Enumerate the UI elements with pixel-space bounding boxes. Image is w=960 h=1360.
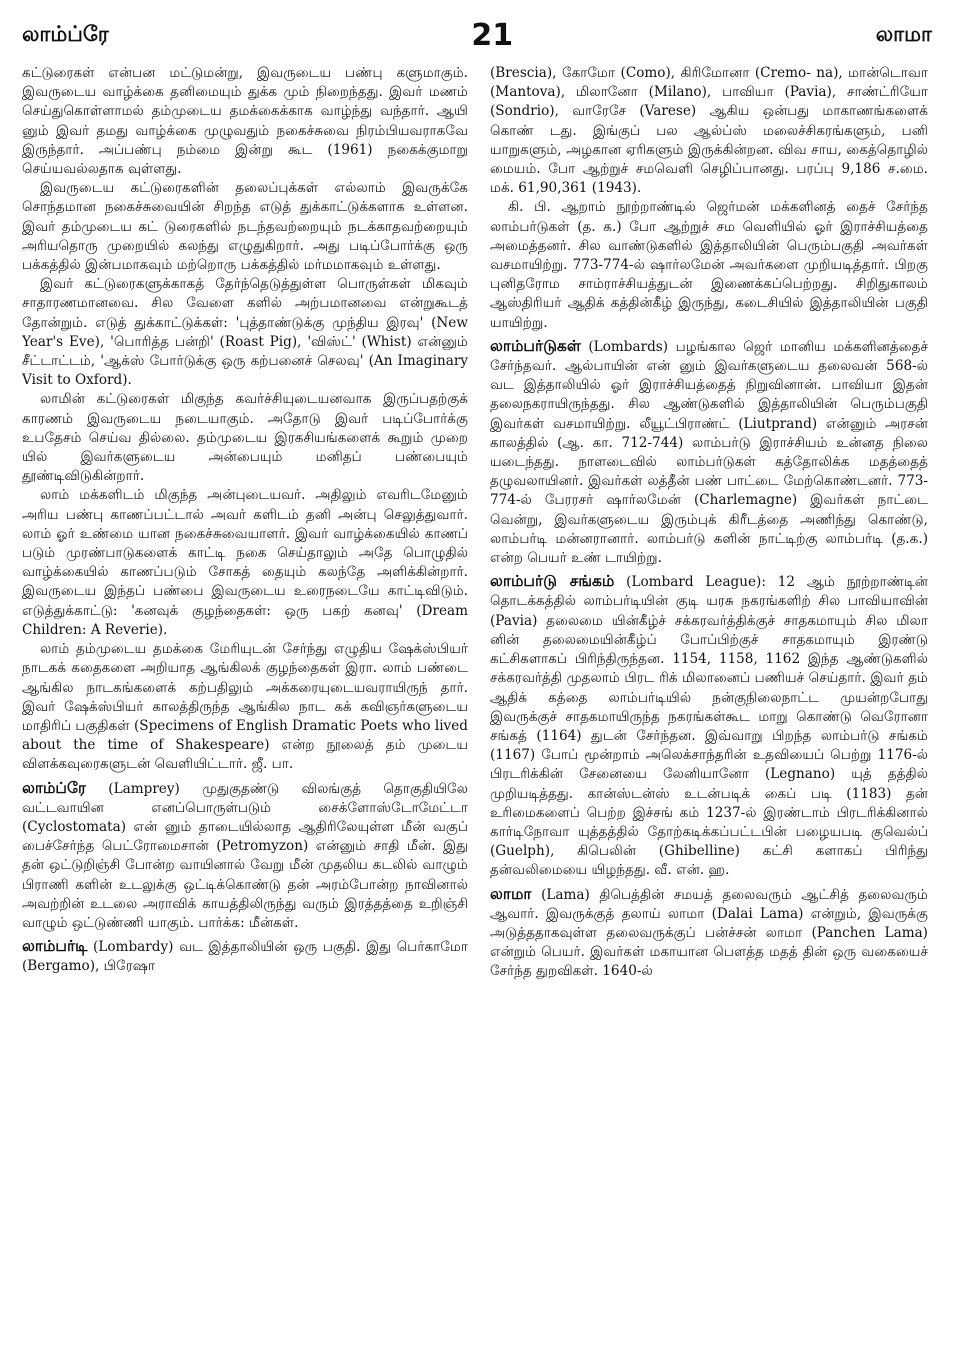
entry-headword: லாம்பர்டி: [22, 937, 88, 956]
paragraph: லாமின் கட்டுரைகள் மிகுந்த கவர்ச்சியுடையனவாக இருப்பதற்குக் காரணம் இவருடைய நடையாகும். அதோடு இவர் படிப்போர்க்கு உபதேசம் செய்வ தில்லை. தம்முடைய இரகசியங்களைக் கூறும் முறை யில் இவர்களுடைய அன்பையும் மனிதப் பண்பையும் தூண்டிவிடுகின்றார்.: [22, 391, 468, 485]
paragraph: லாம் தம்முடைய தமக்கை மேரியுடன் சேர்ந்து எழுதிய ஷேக்ஸ்பியர் நாடகக் கதைகளை அறியாத ஆங்கிலக் குழந்தைகள் இரா. லாம் பண்டை ஆங்கில நாடகங்களைக் கற்பதிலும் அக்கரையுடையவராயிருந் தார். இவர் ஷேக்ஸ்பியர் காலத்திருந்த ஆங்கில நாட கக் கவிஞர்களுடைய மாதிரிப் பகுதிகள் (Specimens of English Dramatic Poets who lived about the time of Shakespeare) என்ற நூலைத் தம் முடைய விளக்கவுரைகளுடன் வெளியிட்டார். ஜீ. பா.: [22, 641, 468, 773]
page-number: 21: [471, 17, 514, 53]
paragraph: (Brescia), கோமோ (Como), கிரிமோனா (Cremo- na), மான்டொவா (Mantova), மிலானோ (Milano), பாவியா (Pavia), சாண்ட்ரியோ (Sondrio), வாரேசே (Varese) ஆகிய ஒன்பது மாகாணங்களைக் கொண் டது. இங்குப் பல ஆல்ப்ஸ் மலைச்சிகரங்களும், பனி யாறுகளும், அழகான ஏரிகளும் இருக்கின்றன. விவ சாய, கைத்தொழில் மையம். போ ஆற்றுச் சமவெளி செழிப்பானது. பரப்பு 9,186 ச.மை. மக். 61,90,361 (1943).: [490, 65, 928, 197]
entry-body: (Lombardy) வட இத்தாலியின் ஒரு பகுதி. இது பெர்காமோ (Bergamo), பிரேஷா: [22, 939, 468, 975]
encyclopedia-entry: [490, 337, 928, 568]
entry-headword: லாம்பர்டு சங்கம்: [490, 572, 615, 591]
entry-body: (Lama) திபெத்தின் சமயத் தலைவரும் ஆட்சித் தலைவரும் ஆவார். இவருக்குத் தலாய் லாமா (Dalai Lama) என்றும், இவருக்கு அடுத்ததாகவுள்ள தலைவருக்குப் பன்ச்சன் லாமா (Panchen Lama) என்றும் பெயர். இவர்கள் மகாயான பௌத்த மதத் தின் ஒரு வகையைச் சேர்ந்த துறவிகள். 1640-ல்: [490, 886, 928, 980]
right-column: [490, 64, 928, 1354]
paragraph: கி. பி. ஆறாம் நூற்றாண்டில் ஜெர்மன் மக்களினத் தைச் சேர்ந்த லாம்பர்டுகள் (த. க.) போ ஆற்றுச் சம வெளியில் ஓர் இராச்சியத்தை அமைத்தனர். சில வாண்டுகளில் இத்தாலியின் பெரும்பகுதி அவர்கள் வசமாயிற்று. 773-774-ல் ஷார்லமேன் அவர்களை முறியடித்தார். பிறகு புனிதரோம சாம்ராச்சியத்துடன் இணைக்கப்பெற்றது. சிறிதுகாலம் ஆஸ்திரியர் ஆதிக் கத்தின்கீழ் இருந்து, கடைசியில் இத்தாலியின் பகுதி யாயிற்று.: [490, 199, 928, 331]
entry-body: (Lamprey) முதுகுதண்டு விலங்குத் தொகுதியிலே வட்டவாயின எனப்பொருள்படும் சைக்ளோஸ்டோமேட்டா (Cyclostomata) என் னும் தாடையில்லாத ஆதிரிலேயுள்ள மீன் வகுப் பைச்சேர்ந்த பெட்ரோமைசான் (Petromyzon) என்னும் சாதி மீன். இது தன் ஒட்டுறிஞ்சி போன்ற வாயினால் வேறு மீன் முதலிய கடலில் வாழும் பிராணி களின் உடலுக்கு ஒட்டிக்கொண்டு தன் அரம்போன்ற நாவினால் அவற்றின் உடலை அராவிக் காயத்திலிருந்து வரும் இரத்தத்தை உறிஞ்சி வாழும் ஒட்டுண்ணி யாகும். பார்க்க: மீன்கள்.: [22, 780, 468, 931]
paragraph: லாம் மக்களிடம் மிகுந்த அன்புடையவர். அதிலும் எவரிடமேனும் அரிய பண்பு காணப்பட்டால் அவர் களிடம் தனி அன்பு செலுத்துவார். லாம் ஓர் உண்மை யான நகைச்சுவையாளர். இவர் வாழ்க்கையில் காணப் படும் முரண்பாடுகளைக் காட்டி நகை செய்தாலும் அதே பொழுதில் வாழ்க்கையில் காணப்படும் சோகத் தையும் கலந்தே அளிக்கின்றார். இவருடைய இந்தப் பண்பை இவருடைய உரைநடையே காட்டிவிடும். எடுத்துக்காட்டு: 'கனவுக் குழந்தைகள்: ஒரு பகற் கனவு' (Dream Children: A Reverie).: [22, 487, 468, 638]
encyclopedia-entry: [490, 885, 928, 982]
entry-headword: லாம்ப்ரே: [22, 778, 86, 797]
page-header: [22, 10, 932, 60]
encyclopedia-entry: [22, 937, 468, 976]
paragraph: கட்டுரைகள் என்பன மட்டுமன்று, இவருடைய பண்பு களுமாகும். இவருடைய வாழ்க்கை தனிமையும் துக்க மும் நிறைந்தது. இவர் மணம் செய்துகொள்ளாமல் தம்முடைய தமக்கைக்காக வாழ்ந்து வந்தார். ஆயி னும் இவர் தமது வாழ்க்கை முழுவதும் நகைச்சுவை நிரம்பியவராகவே இருந்தார். அப்பண்பு நம்மை இன்று கூட (1961) நகைக்குமாறு செய்யவல்லதாக வுள்ளது.: [22, 65, 468, 178]
encyclopedia-entry: [22, 779, 468, 934]
header-left-guide-word: லாம்ப்ரே: [22, 21, 109, 46]
left-column: [22, 64, 468, 1354]
entry-headword: லாமா: [490, 884, 532, 903]
paragraph: இவர் கட்டுரைகளுக்காகத் தேர்ந்தெடுத்துள்ள பொருள்கள் மிகவும் சாதாரணமானவை. சில வேளை களில் அற்பமானவை என்றுகூடத் தோன்றும். எடுத் துக்காட்டுக்கள்: 'புத்தாண்டுக்கு முந்திய இரவு' (New Year's Eve), 'பொரித்த பன்றி' (Roast Pig), 'விஸ்ட்' (Whist) என்னும் சீட்டாட்டம், 'ஆக்ஸ் போர்டுக்கு ஒரு கற்பனைச் செலவு' (An Imaginary Visit to Oxford).: [22, 276, 468, 389]
paragraph: இவருடைய கட்டுரைகளின் தலைப்புக்கள் எல்லாம் இவருக்கே சொந்தமான நகைச்சுவையின் சிறந்த எடுத் துக்காட்டுக்களாக உள்ளன. இவர் தம்முடைய கட் டுரைகளில் நடந்தவற்றையும் நடக்காதவற்றையும் அரியதொரு முறையில் கலந்து எழுதுகிறார். அது படிப்போர்க்கு ஒரு பக்கத்தில் இன்பமாகவும் மற்றொரு பக்கத்தில் மர்மமாகவும் உள்ளது.: [22, 180, 468, 274]
encyclopedia-entry: [490, 572, 928, 880]
header-right-guide-word: லாமா: [875, 21, 932, 46]
entry-body: (Lombard League): 12 ஆம் நூற்றாண்டின் தொடக்கத்தில் லாம்பர்டியின் குடி யரசு நகரங்களிற் சில பாவியாவின் (Pavia) தலைமை யின்கீழ்ச் சக்கரவர்த்திக்குச் சாதகமாயும் சில மிலா னின் தலைமையின்கீழ்ப் போப்பிற்குச் சாதகமாயும் இரண்டு கட்சிகளாகப் பிரிந்திருந்தன. 1154, 1158, 1162 இந்த ஆண்டுகளில் சக்கரவர்த்தி முதலாம் பிரட ரிக் மிலானைப் பணியச் செய்தார். இவர் தம் ஆதிக் கத்தை லாம்பர்டியில் நன்குநிலைநாட்ட முயன்றபோது இவருக்குச் சாதகமாயிருந்த நகரங்கள்கூட மாறு கொண்டு வெரோனா சங்கத் (1164) துடன் சேர்ந்தன. இவ்வாறு பிறந்த லாம்பர்டு சங்கம் (1167) போப் மூன்றாம் அலெக்சாந்தரின் உதவியைப் பெற்று 1176-ல் பிரடரிக்கின் சேனையை லேனியானோ (Legnano) யுத் தத்தில் முறியடித்தது. கான்ஸ்டன்ஸ் உடன்படிக் கைப் படி (1183) தன் உரிமைகளைப் பெற்ற இச்சங் கம் 1237-ல் இரண்டாம் பிரடரிக்கினால் கார்டிநோவா யுத்தத்தில் தோற்கடிக்கப்பட்டபின் பழையபடி குவெல்ப் (Guelph), கிபெலின் (Ghibelline) கட்சி களாகப் பிரிந்து தன்வலிமையை யிழந்தது. வீ. என். ஹ.: [490, 574, 928, 879]
entry-body: (Lombards) பழங்கால ஜெர் மானிய மக்களினத்தைச் சேர்ந்தவர். ஆல்பாயின் என் னும் இவர்களுடைய தலைவன் 568-ல் வட இத்தாலியில் ஓர் இராச்சியத்தைத் நிறுவினான். பாவியா இதன் தலைநகராயிருந்தது. சில ஆண்டுகளில் இத்தாலியின் பெரும்பகுதி இவர்கள் வசமாயிற்று. லீயூட்பிராண்ட் (Liutprand) என்னும் அரசன் காலத்தில் (ஆ. கா. 712-744) லாம்பர்டு இராச்சியம் உன்னத நிலை யடைந்தது. நாளடைவில் லாம்பர்டுகள் கத்தோலிக்க மதத்தைத் தழுவலாயினர். இவர்கள் லத்தீன் பண் பாட்டை மேற்கொண்டனர். 773-774-ல் பேரரசர் ஷார்லமேன் (Charlemagne) இவர்கள் நாட்டை வென்று, இவர்களுடைய இரும்புக் கிரீடத்தை அணிந்து கொண்டு, லாம்பர்டி மன்னரானார். லாம்பர்டு களின் நாட்டிற்கு லாம்பர்டி (த.க.) என்ற பெயர் உண் டாயிற்று.: [490, 338, 928, 567]
entry-headword: லாம்பர்டுகள்: [490, 336, 581, 355]
